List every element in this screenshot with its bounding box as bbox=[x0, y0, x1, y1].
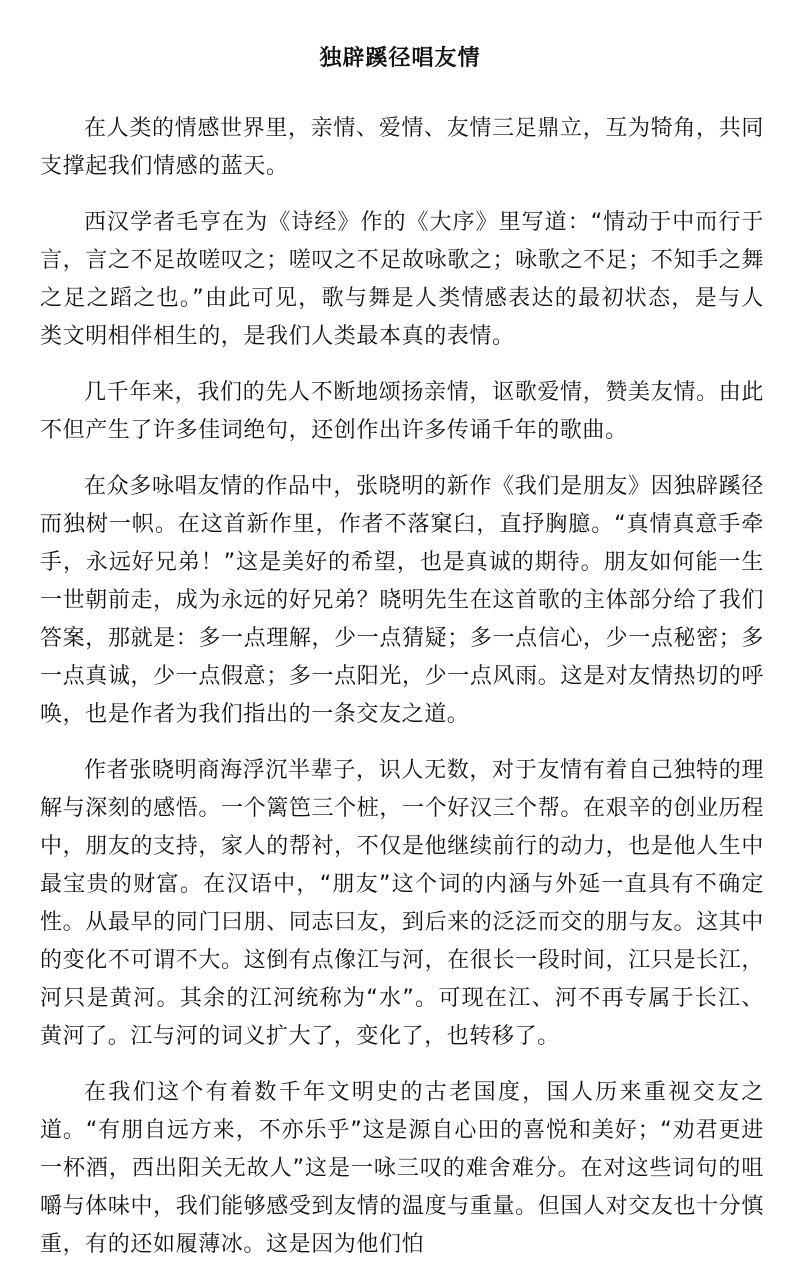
article-title: 独辟蹊径唱友情 bbox=[319, 46, 481, 71]
paragraph-1: 在人类的情感世界里，亲情、爱情、友情三足鼎立，互为犄角，共同支撑起我们情感的蓝天。 bbox=[40, 116, 764, 179]
paragraph-4: 在众多咏唱友情的作品中，张晓明的新作《我们是朋友》因独辟蹊径而独树一帜。在这首新作里，作者不落窠臼，直抒胸臆。“真情真意手牵手，永远好兄弟！”这是美好的希望，也是真诚的期待。朋友如何能一生一世朝前走，成为永远的好兄弟？晓明先生在这首歌的主体部分给了我们答案，那就是：多一点理解，少一点猜疑；多一点信心，少一点秘密；多一点真诚，少一点假意；多一点阳光，少一点风雨。这是对友情热切的呼唤，也是作者为我们指出的一条交友之道。 bbox=[40, 474, 764, 727]
paragraph-6: 在我们这个有着数千年文明史的古老国度，国人历来重视交友之道。“有朋自远方来，不亦乐乎”这是源自心田的喜悦和美好；“劝君更进一杯酒，西出阳关无故人”这是一咏三叹的难舍难分。在对这些词句的咀嚼与体味中，我们能够感受到友情的温度与重量。但国人对交友也十分慎重，有的还如履薄冰。这是因为他们怕 bbox=[40, 1080, 764, 1257]
paragraph-5: 作者张晓明商海浮沉半辈子，识人无数，对于友情有着自己独特的理解与深刻的感悟。一个篱笆三个桩，一个好汉三个帮。在艰辛的创业历程中，朋友的支持，家人的帮衬，不仅是他继续前行的动力，也是他人生中最宝贵的财富。在汉语中，“朋友”这个词的内涵与外延一直具有不确定性。从最早的同门曰朋、同志曰友，到后来的泛泛而交的朋与友。这其中的变化不可谓不大。这倒有点像江与河，在很长一段时间，江只是长江，河只是黄河。其余的江河统称为“水”。可现在江、河不再专属于长江、黄河了。江与河的词义扩大了，变化了，也转移了。 bbox=[40, 758, 764, 1049]
article-body bbox=[40, 110, 764, 1282]
paragraph-3: 几千年来，我们的先人不断地颂扬亲情，讴歌爱情，赞美友情。由此不但产生了许多佳词绝句，还创作出许多传诵千年的歌曲。 bbox=[40, 380, 764, 443]
paragraph-2: 西汉学者毛亨在为《诗经》作的《大序》里写道：“情动于中而行于言，言之不足故嗟叹之；嗟叹之不足故咏歌之；咏歌之不足；不知手之舞之足之蹈之也。”由此可见，歌与舞是人类情感表达的最初状态，是与人类文明相伴相生的，是我们人类最本真的表情。 bbox=[40, 210, 764, 349]
